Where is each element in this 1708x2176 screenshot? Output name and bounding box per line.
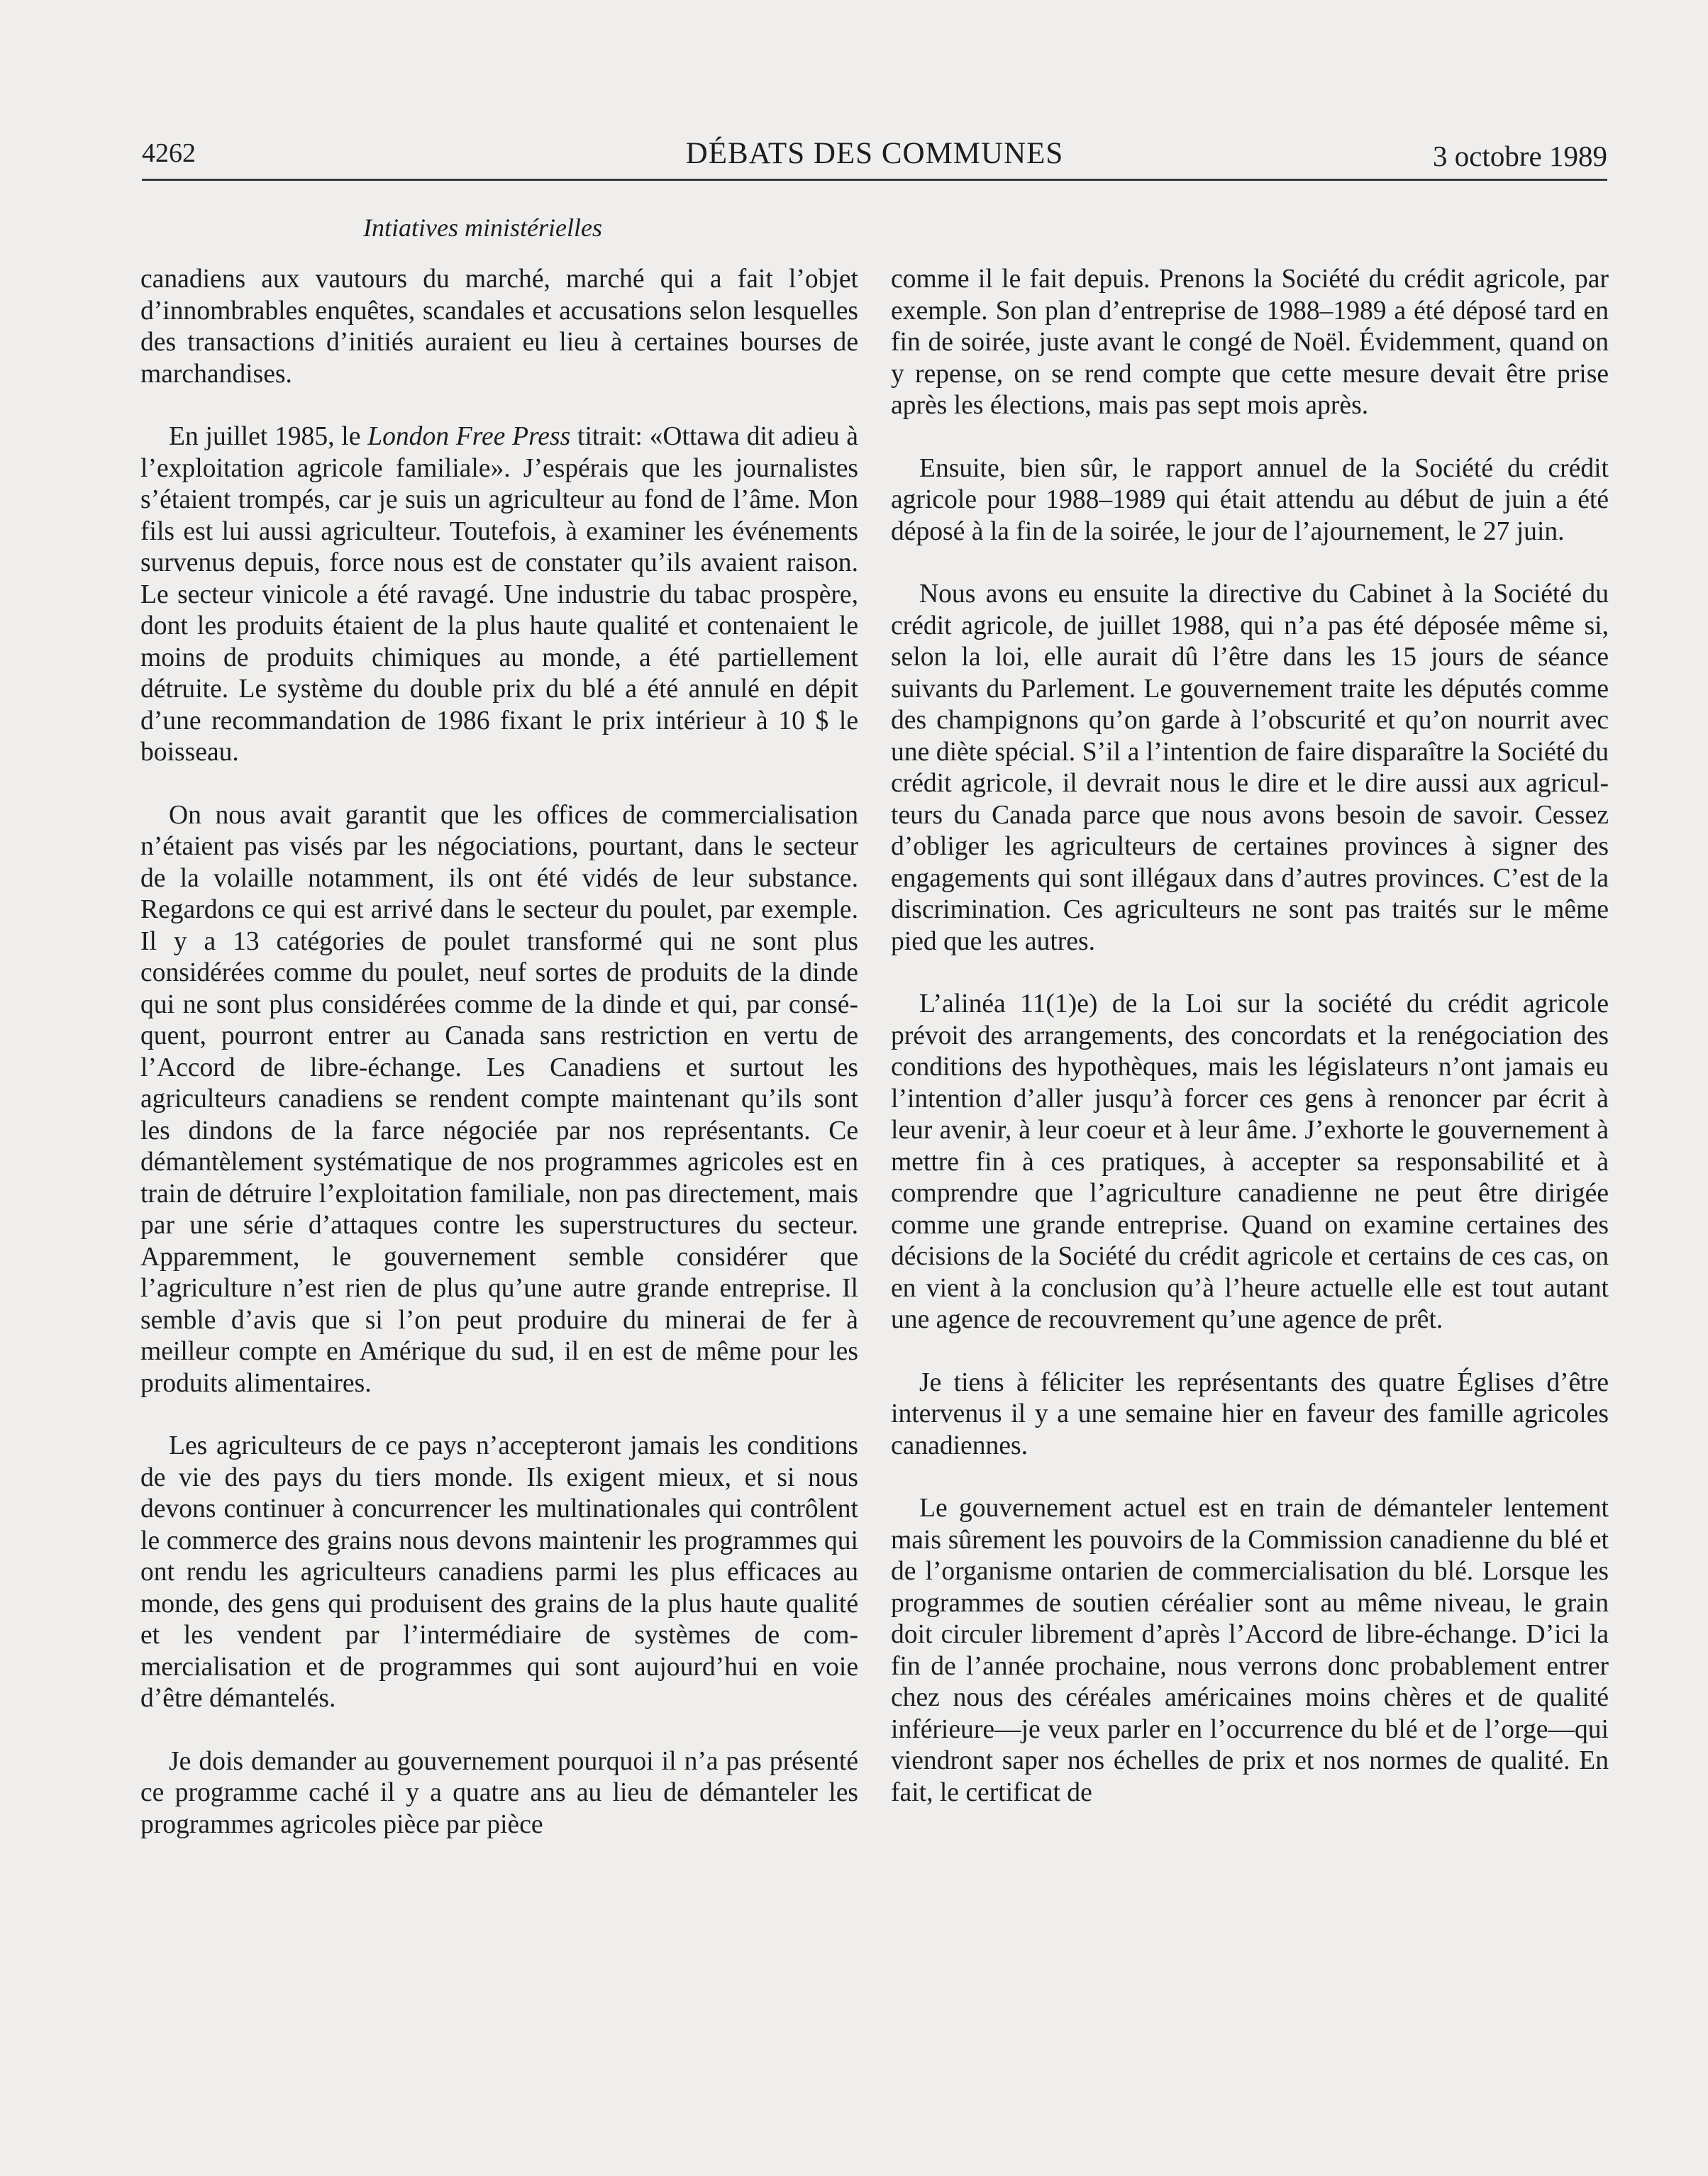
paragraph: Les agriculteurs de ce pays n’accepteront jamais les conditions de vie des pays du tiers monde. Ils exigent mieux, et si nous devons continuer à concurrencer les multinationales qui contrôlent le commerce des grains nous devons maintenir les programmes qui ont rendu les agriculteurs canadiens parmi les plus efficaces au monde, des gens qui produisent des grains de la plus haute qualité et les vendent par l’intermédiaire de systèmes de commercialisation et de programmes qui sont aujourd’hui en voie d’être démantelés. [140,1431,858,1713]
paragraph: Je dois demander au gouvernement pourquoi il n’a pas présenté ce programme caché il y a quatre ans au lieu de démanteler les programmes agricoles pièce par pièce [140,1746,858,1839]
issue-date: 3 octobre 1989 [1433,140,1607,172]
page-number: 4262 [142,138,196,168]
paragraph: L’alinéa 11(1)e) de la Loi sur la société du crédit agricole prévoit des arrangements, des concordats et la renégociation des conditions des hypothèques, mais les législateurs n’ont jamais eu l’intention d’aller jusqu’à forcer ces gens à renoncer par écrit à leur avenir, à leur coeur et à leur âme. J’exhorte le gouvernement à mettre fin à ces pratiques, à accepter sa responsabilité et à comprendre que l’agriculture canadienne ne peut être dirigée comme une grande entreprise. Quand on examine certaines des décisions de la Société du crédit agricole et certains de ces cas, on en vient à la conclusion qu’à l’heure actuelle elle est tout autant une agence de recouvrement qu’une agence de prêt. [891,989,1609,1334]
publication-title: DÉBATS DES COMMUNES [685,137,1064,170]
paragraph: comme il le fait depuis. Prenons la Société du crédit agricole, par exemple. Son plan d’entreprise de 1988–1989 a été déposé tard en fin de soirée, juste avant le congé de Noël. Évidemment, quand on y repense, on se rend compte que cette mesure devait être prise après les élections, mais pas sept mois après. [891,265,1609,420]
newspaper-name: London Free Press [367,422,571,451]
paragraph: Ensuite, bien sûr, le rapport annuel de la Société du crédit agricole pour 1988–1989 qui était attendu au début de juin a été déposé à la fin de la soirée, le jour de l’ajournement, le 27 juin. [891,453,1609,546]
paragraph-text: titrait: «Ottawa dit adieu à l’exploitation agricole familiale». J’espérais que les journalistes s’étaient trompés, car je suis un agriculteur au fond de l’âme. Mon fils est lui aussi agriculteur. Toutefois, à examiner les événements survenus depuis, force nous est de constater qu’ils avaient raison. Le secteur vinicole a été ravagé. Une industrie du tabac prospère, dont les produits étaient de la plus haute qualité et contenaient le moins de produits chimiques au monde, a été partiellement détruite. Le système du double prix du blé a été annulé en dépit d’une recommandation de 1986 fixant le prix intérieur à 10 $ le boisseau. [140,422,858,767]
paragraph: canadiens aux vautours du marché, marché qui a fait l’objet d’innombrables enquêtes, scandales et accusations selon lesquelles des transactions d’initiés auraient eu lieu à certaines bourses de marchandises. [140,265,858,389]
paragraph: Nous avons eu ensuite la directive du Cabinet à la Société du crédit agricole, de juillet 1988, qui n’a pas été déposée même si, selon la loi, elle aurait dû l’être dans les 15 jours de séance suivants du Parlement. Le gouvernement traite les députés comme des champignons qu’on garde à l’obscurité et qu’on nourrit avec une diète spécial. S’il a l’intention de faire disparaître la Société du crédit agricole, il devrait nous le dire et le dire aussi aux agriculteurs du Canada parce que nous avons besoin de savoir. Cessez d’obliger les agriculteurs de certaines provinces à signer des engagements qui sont illégaux dans d’autres provinces. C’est de la discrimination. Ces agriculteurs ne sont pas traités sur le même pied que les autres. [891,579,1609,956]
left-column [140,264,858,1841]
right-column [891,264,1609,1809]
section-title: Intiatives ministérielles [363,213,602,242]
paragraph-text: En juillet 1985, le [169,422,368,451]
paragraph [140,421,858,769]
paragraph: Le gouvernement actuel est en train de démanteler lentement mais sûrement les pouvoirs de la Commission canadienne du blé et de l’organisme ontarien de commercialisation du blé. Lorsque les programmes de soutien céréalier sont au même niveau, le grain doit circuler librement d’après l’Accord de libre-échange. D’ici la fin de l’année prochaine, nous verrons donc probablement entrer chez nous des céréales américaines moins chères et de qualité inférieure—je veux parler en l’occurrence du blé et de l’orge—qui viendront saper nos échelles de prix et nos normes de qualité. En fait, le certificat de [891,1494,1609,1807]
page-header [142,133,1607,181]
paragraph: Je tiens à féliciter les représentants des quatre Églises d’être intervenus il y a une semaine hier en faveur des famille agricoles canadiennes. [891,1367,1609,1460]
paragraph: On nous avait garantit que les offices de commercialisation n’étaient pas visés par les négociations, pourtant, dans le secteur de la volaille notamment, ils ont été vidés de leur substance. Regardons ce qui est arrivé dans le secteur du poulet, par exemple. Il y a 13 catégories de poulet transformé qui ne sont plus considérées comme du poulet, neuf sortes de produits de la dinde qui ne sont plus considérées comme de la dinde et qui, par conséquent, pourront entrer au Canada sans restriction en vertu de l’Accord de libre-échange. Les Canadiens et surtout les agriculteurs canadiens se rendent compte maintenant qu’ils sont les dindons de la farce négociée par nos représentants. Ce démantèlement systématique de nos programmes agricoles est en train de détruire l’exploitation familiale, non pas directement, mais par une série d’attaques contre les superstructures du secteur. Apparemment, le gouvernement semble considérer que l’agriculture n’est rien de plus qu’une autre grande entreprise. Il semble d’avis que si l’on peut produire du minerai de fer à meilleur compte en Amérique du sud, il en est de même pour les produits alimentaires. [140,800,858,1398]
